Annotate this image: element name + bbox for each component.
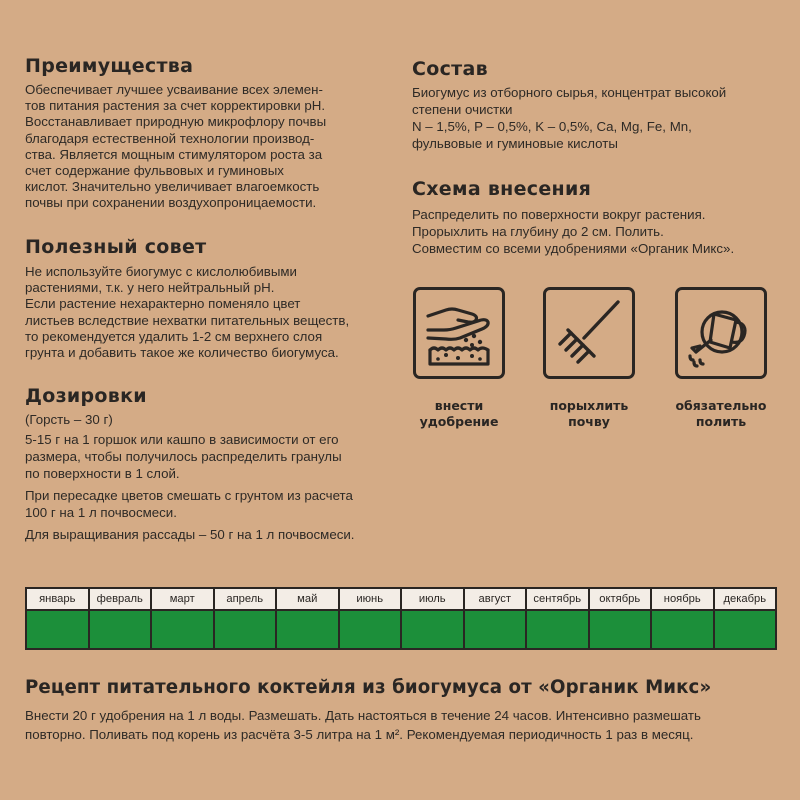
caption-line: почву [568,414,610,429]
caption-line: внести [434,398,484,413]
calendar-month-label: февраль [90,589,151,611]
text-line: листьев вследствие нехватки питательных веществ, [25,312,350,328]
calendar-month-column [652,589,715,648]
dosage-text [25,412,385,543]
caption-line: обязательно [675,398,767,413]
calendar-month-column [152,589,215,648]
tip-heading: Полезный совет [25,236,207,258]
text-line: Внести 20 г удобрения на 1 л воды. Размешать. Дать настояться в течение 24 часов. Интенсивно размешать [25,708,701,723]
text-line: Биогумус из отборного сырья, концентрат высокой [412,85,727,100]
calendar-month-active-cell [465,611,526,648]
calendar-month-column [90,589,153,648]
calendar-month-column [590,589,653,648]
calendar-month-column [215,589,278,648]
text-line: При пересадке цветов смешать с грунтом из расчета [25,488,353,504]
recipe-text [25,706,785,744]
text-line: N – 1,5%, P – 0,5%, K – 0,5%, Ca, Mg, Fe, Mn, [412,119,692,134]
calendar-month-label: август [465,589,526,611]
text-line: кислот. Значительно увеличивает влагоемкость [25,179,320,195]
calendar-month-label: июль [402,589,463,611]
text-line: почвы при сохранении воздухопроницаемости. [25,195,317,211]
calendar-month-active-cell [590,611,651,648]
loosen-soil-tile [543,287,635,379]
text-line: 5-15 г на 1 горшок или кашпо в зависимости от его [25,432,339,448]
text-line: Не используйте биогумус с кислолюбивыми [25,264,297,279]
calendar-month-column [465,589,528,648]
calendar-month-column [402,589,465,648]
calendar-month-label: январь [27,589,88,611]
text-line: степени очистки [412,102,513,117]
calendar-month-label: декабрь [715,589,776,611]
composition-heading: Состав [412,58,488,80]
calendar-month-active-cell [527,611,588,648]
text-line: Прорыхлить на глубину до 2 см. Полить. [412,224,664,239]
calendar-month-active-cell [27,611,88,648]
apply-fertilizer-caption [394,398,524,430]
water-tile [675,287,767,379]
text-line: Обеспечивает лучшее усваивание всех элемен- [25,82,323,97]
calendar-month-label: май [277,589,338,611]
text-line: счет содержание фульвовых и гуминовых [25,163,284,179]
text-line: размера, чтобы получилось распределить гранулы [25,449,342,465]
composition-text [412,84,782,152]
text-line: Для выращивания рассады – 50 г на 1 л почвосмеси. [25,527,355,543]
loosen-soil-caption [524,398,654,430]
text-line: Совместим со всеми удобрениями «Органик Микс». [412,241,735,256]
advantages-text [25,82,370,212]
calendar-month-active-cell [90,611,151,648]
text-line: фульвовые и гуминовые кислоты [412,136,618,151]
text-line: (Горсть – 30 г) [25,412,113,427]
tip-text [25,264,370,361]
calendar-month-label: июнь [340,589,401,611]
calendar-month-label: сентябрь [527,589,588,611]
calendar-month-label: апрель [215,589,276,611]
advantages-heading: Преимущества [25,55,194,77]
text-line: растениями, т.к. у него нейтральный рН. [25,280,275,296]
text-line: повторно. Поливать под корень из расчёта 3-5 литра на 1 м². Рекомендуемая периодичность 1 раз в месяц. [25,727,694,742]
apply-fertilizer-tile [413,287,505,379]
scheme-heading: Схема внесения [412,178,592,200]
caption-line: порыхлить [549,398,629,413]
calendar-month-column [527,589,590,648]
calendar-month-active-cell [340,611,401,648]
calendar-month-active-cell [715,611,776,648]
text-line: 100 г на 1 л почвосмеси. [25,505,177,521]
calendar-month-active-cell [152,611,213,648]
text-line: Распределить по поверхности вокруг растения. [412,207,706,222]
application-calendar [25,587,777,650]
caption-line: полить [695,414,747,429]
water-caption [656,398,786,430]
caption-line: удобрение [419,414,499,429]
calendar-month-active-cell [652,611,713,648]
text-line: ства. Является мощным стимулятором роста за [25,146,323,162]
calendar-month-column [340,589,403,648]
calendar-month-active-cell [215,611,276,648]
calendar-month-label: ноябрь [652,589,713,611]
text-line: то рекомендуется удалить 1-2 см верхнего слоя [25,328,323,344]
text-line: Восстанавливает природную микрофлору почвы [25,114,327,130]
text-line: тов питания растения за счет корректировки рН. [25,98,326,114]
dosage-heading: Дозировки [25,385,147,407]
calendar-month-label: март [152,589,213,611]
recipe-heading: Рецепт питательного коктейля из биогумуса от «Органик Микс» [25,677,712,698]
text-line: Если растение нехарактерно поменяло цвет [25,296,301,312]
calendar-month-active-cell [277,611,338,648]
text-line: грунта и добавить такое же количество биогумуса. [25,345,339,361]
scheme-text [412,206,782,257]
text-line: по поверхности в 1 слой. [25,466,180,482]
calendar-month-active-cell [402,611,463,648]
rake-icon [546,290,632,376]
watering-can-icon [678,290,764,376]
calendar-month-column [277,589,340,648]
calendar-month-column [27,589,90,648]
calendar-month-column [715,589,776,648]
hand-soil-icon [416,290,502,376]
calendar-month-label: октябрь [590,589,651,611]
text-line: благодаря естественной технологии производ- [25,130,315,146]
